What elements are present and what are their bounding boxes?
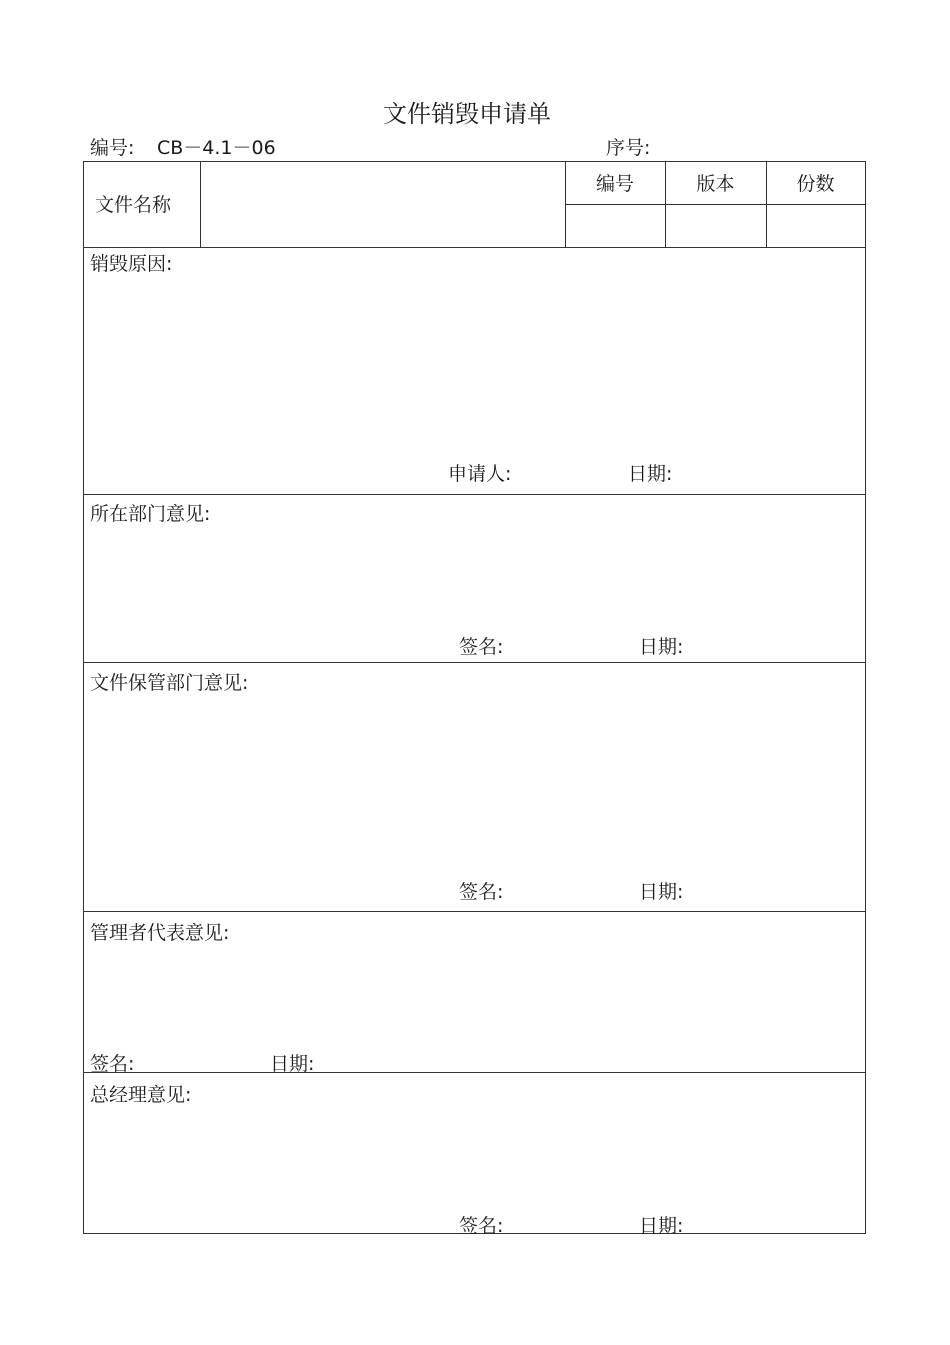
date-label: 日期: xyxy=(639,636,684,658)
date-label: 日期: xyxy=(270,1053,315,1075)
doc-name-label: 文件名称 xyxy=(95,194,172,216)
serial-label: 序号: xyxy=(606,137,651,159)
date-label: 日期: xyxy=(628,463,673,485)
table-border-left xyxy=(83,161,84,1234)
signature-label: 签名: xyxy=(459,636,504,658)
divider xyxy=(200,161,201,247)
divider xyxy=(83,1072,866,1073)
section-label-department-opinion: 所在部门意见: xyxy=(90,503,211,525)
signature-label: 签名: xyxy=(459,881,504,903)
date-label: 日期: xyxy=(639,1215,684,1237)
date-label: 日期: xyxy=(639,881,684,903)
divider xyxy=(83,911,866,912)
number-label: 编号: xyxy=(90,137,135,159)
form-title: 文件销毁申请单 xyxy=(383,100,551,128)
divider xyxy=(83,247,866,248)
signature-label: 签名: xyxy=(459,1215,504,1237)
column-header-number: 编号 xyxy=(595,173,634,195)
section-label-general-manager-opinion: 总经理意见: xyxy=(90,1084,192,1106)
applicant-label: 申请人: xyxy=(448,463,512,485)
section-label-destruction-reason: 销毁原因: xyxy=(90,253,173,275)
number-value: CB－4.1－06 xyxy=(157,137,276,159)
column-header-copies: 份数 xyxy=(796,173,835,195)
section-label-management-rep-opinion: 管理者代表意见: xyxy=(90,922,230,944)
column-header-version: 版本 xyxy=(696,173,735,195)
divider xyxy=(83,494,866,495)
table-border-right xyxy=(865,161,866,1234)
divider xyxy=(83,662,866,663)
section-label-custodian-opinion: 文件保管部门意见: xyxy=(90,672,249,694)
signature-label: 签名: xyxy=(90,1053,135,1075)
divider xyxy=(565,204,865,205)
